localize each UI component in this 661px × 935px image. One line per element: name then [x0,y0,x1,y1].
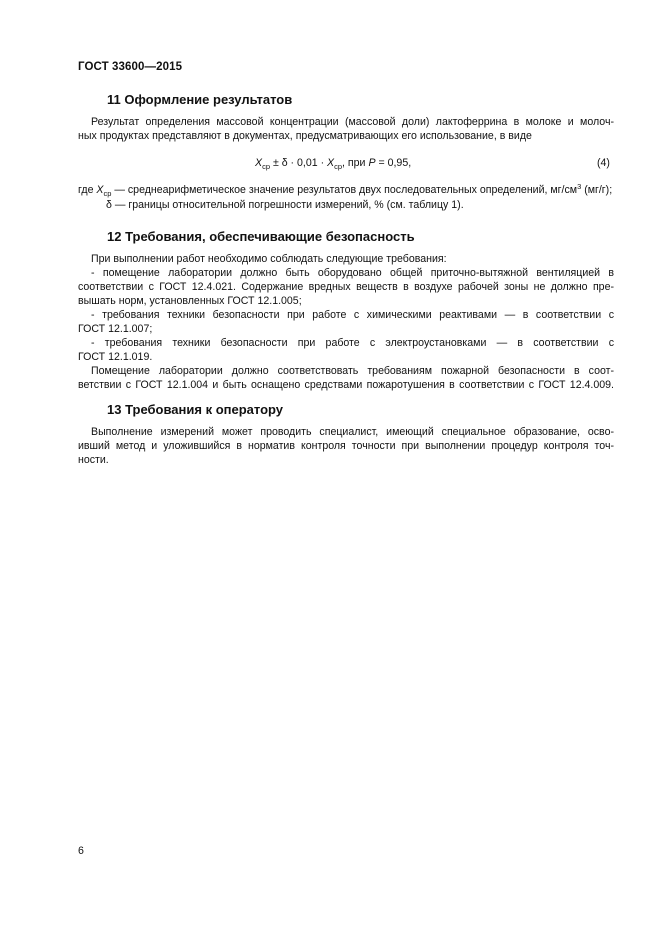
section-12-line-3: соответствии с ГОСТ 12.4.021. Содержание вредных веществ в воздухе рабочей зоны не должно пре- [78,281,614,293]
section-11-paragraph-line-1: Результат определения массовой концентрации (массовой доли) лактоферрина в молоке и молоч- [91,116,614,128]
section-12-line-7: - требования техники безопасности при работе с электроустановками — в соответствии с [91,337,614,349]
section-12-line-8: ГОСТ 12.1.019. [78,351,153,363]
formula-tail-1: , при [342,157,369,169]
section-12-line-1: При выполнении работ необходимо соблюдать следующие требования: [91,253,447,265]
where-superscript: 3 [577,182,582,191]
formula-p-symbol: P [368,157,376,169]
formula-x-symbol: X [255,157,263,169]
section-12-line-2: - помещение лаборатории должно быть оборудовано общей приточно-вытяжной вентиляцией в [91,267,614,279]
where-x-symbol: X [96,184,104,196]
where-prefix: где [78,184,97,196]
section-11-paragraph-line-2: ных продуктах представляют в документах, предусматривающих его использование, в виде [78,130,532,142]
formula-number: (4) [597,157,610,169]
section-13-line-1: Выполнение измерений может проводить специалист, имеющий специальное образование, осво- [91,426,614,438]
formula-x-subscript: ср [262,162,270,171]
section-12-line-4: вышать норм, установленных ГОСТ 12.1.005; [78,295,302,307]
section-13-line-2: ивший метод и уложившийся в норматив контроля точности при выполнении процедур контроля точ- [78,440,614,452]
section-13-title: 13 Требования к оператору [107,402,284,417]
formula-x-symbol-2: X [327,157,335,169]
section-13-line-3: ности. [78,454,109,466]
delta-definition: δ — границы относительной погрешности измерений, % (см. таблицу 1). [106,199,464,211]
section-12-line-6: ГОСТ 12.1.007; [78,323,153,335]
formula-middle: ± δ · 0,01 · [270,157,328,169]
section-12-line-9: Помещение лаборатории должно соответствовать требованиям пожарной безопасности в соот- [91,365,614,377]
where-definition: — среднеарифметическое значение результатов двух последовательных определений, мг/см [111,184,578,196]
page-number: 6 [78,845,84,857]
section-12-line-5: - требования техники безопасности при работе с химическими реактивами — в соответствии с [91,309,614,321]
formula-x-subscript-2: ср [334,162,343,171]
formula-4 [255,157,411,169]
where-x-subscript: ср [103,189,112,198]
section-12-title: 12 Требования, обеспечивающие безопасность [107,229,415,244]
section-12-line-10: ветствии с ГОСТ 12.1.004 и быть оснащено средствами пожаротушения в соответствии с ГОСТ 12.4.009. [78,379,614,391]
formula-tail-2: = 0,95, [375,157,412,169]
section-11-title: 11 Оформление результатов [107,92,293,107]
document-header: ГОСТ 33600—2015 [78,61,183,73]
where-line [78,183,614,197]
where-tail: (мг/г); [581,184,613,196]
